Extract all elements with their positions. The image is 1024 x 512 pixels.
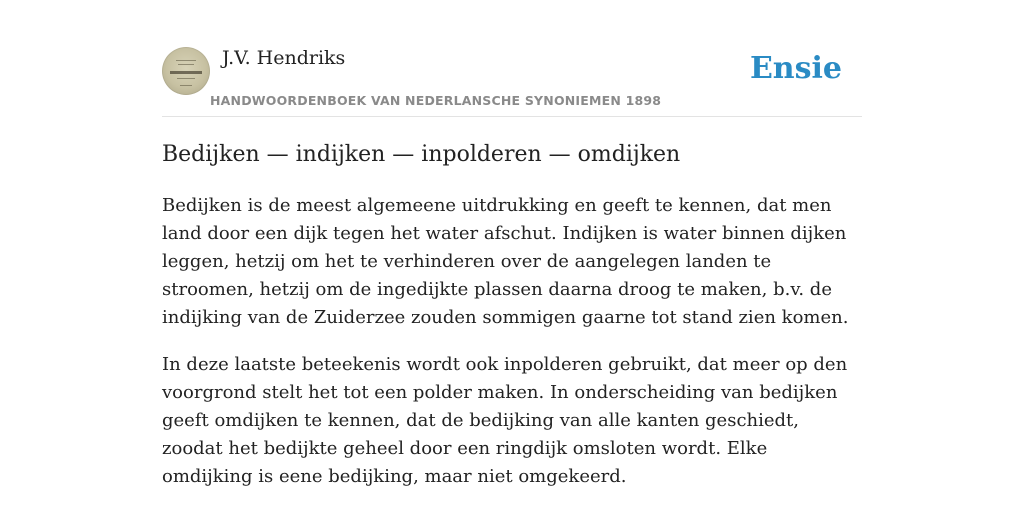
book-cover-avatar[interactable] [162, 47, 210, 95]
cover-line [178, 64, 194, 65]
cover-line [177, 78, 195, 79]
cover-line [176, 60, 196, 61]
article-title: Bedijken — indijken — inpolderen — omdijken [162, 142, 681, 167]
article-card [162, 0, 862, 512]
cover-title-line [170, 71, 202, 74]
article-header [162, 0, 862, 117]
author-name[interactable]: J.V. Hendriks [222, 47, 346, 69]
source-title[interactable]: HANDWOORDENBOEK VAN NEDERLANSCHE SYNONIEMEN 1898 [210, 93, 662, 108]
cover-line [180, 85, 192, 86]
ensie-logo[interactable]: Ensie [749, 51, 842, 86]
article-paragraph: Bedijken is de meest algemeene uitdrukking en geeft te kennen, dat men land door een dijk tegen het water afschut. Indijken is water binnen dijken leggen, hetzij om het te verhinderen over de aangelegen landen te stroomen, hetzij om de ingedijkte plassen daarna droog te maken, b.v. de indijking van de Zuiderzee zouden sommigen gaarne tot stand zien komen. [162, 195, 849, 328]
article-paragraph: In deze laatste beteekenis wordt ook inpolderen gebruikt, dat meer op den voorgrond stelt het tot een polder maken. In onderscheiding van bedijken geeft omdijken te kennen, dat de bedijking van alle kanten geschiedt, zoodat het bedijkte geheel door een ringdijk omsloten wordt. Elke omdijking is eene bedijking, maar niet omgekeerd. [162, 354, 848, 487]
article-body [162, 192, 862, 510]
